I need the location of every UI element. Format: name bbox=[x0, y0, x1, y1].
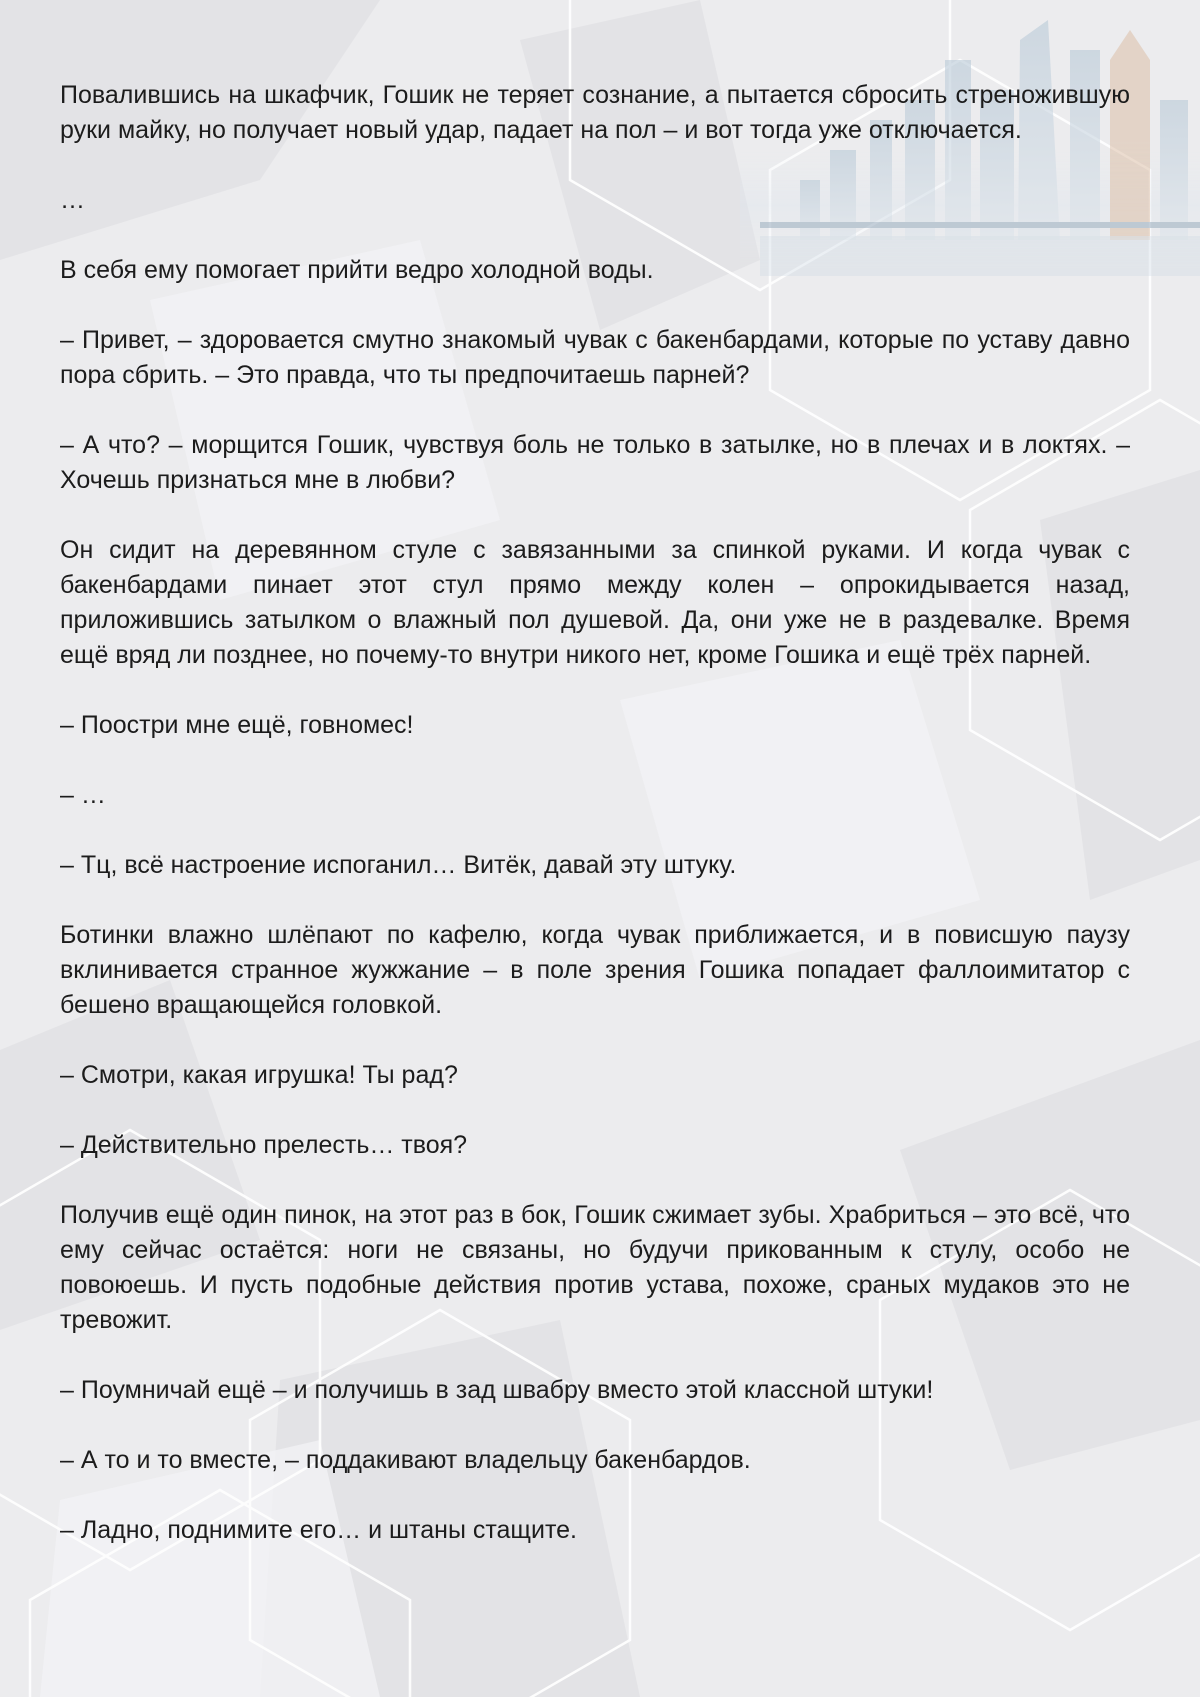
paragraph-8: – … bbox=[60, 781, 106, 809]
paragraph-6: Он сидит на деревянном стуле с завязанными за спинкой руками. И когда чувак с бакенбардами пинает этот стул прямо между колен – опрокидывается назад, приложившись затылком о влажный пол душевой. Да, они уже не в раздевалке. Время ещё вряд ли позднее, но почему-то внутри никого нет, кроме Гошика и ещё трёх парней. bbox=[60, 536, 1130, 669]
paragraph-5: – А что? – морщится Гошик, чувствуя боль не только в затылке, но в плечах и в локтях. – Хочешь признаться мне в любви? bbox=[60, 431, 1130, 494]
paragraph-1: Повалившись на шкафчик, Гошик не теряет сознание, а пытается сбросить стреножившую руки майку, но получает новый удар, падает на пол – и вот тогда уже отключается. bbox=[60, 81, 1130, 144]
paragraph-11: – Смотри, какая игрушка! Ты рад? bbox=[60, 1061, 458, 1089]
paragraph-3: В себя ему помогает прийти ведро холодной воды. bbox=[60, 256, 654, 284]
paragraph-9: – Тц, всё настроение испоганил… Витёк, давай эту штуку. bbox=[60, 851, 737, 879]
paragraph-13: Получив ещё один пинок, на этот раз в бок, Гошик сжимает зубы. Храбриться – это всё, что ему сейчас остаётся: ноги не связаны, но будучи прикованным к стулу, особо не повоюешь. И пусть подобные действия против устава, похоже, сраных мудаков это не тревожит. bbox=[60, 1201, 1130, 1334]
paragraph-14: – Поумничай ещё – и получишь в зад швабру вместо этой классной штуки! bbox=[60, 1376, 934, 1404]
paragraph-10: Ботинки влажно шлёпают по кафелю, когда чувак приближается, и в повисшую паузу вклинивается странное жужжание – в поле зрения Гошика попадает фаллоимитатор с бешено вращающейся головкой. bbox=[60, 921, 1130, 1019]
paragraph-12: – Действительно прелесть… твоя? bbox=[60, 1131, 468, 1159]
paragraph-15: – А то и то вместе, – поддакивают владельцу бакенбардов. bbox=[60, 1446, 751, 1474]
paragraph-4: – Привет, – здоровается смутно знакомый чувак с бакенбардами, которые по уставу давно пора сбрить. – Это правда, что ты предпочитаешь парней? bbox=[60, 326, 1130, 389]
paragraph-16: – Ладно, поднимите его… и штаны стащите. bbox=[60, 1516, 577, 1544]
document-page bbox=[60, 78, 1130, 1583]
paragraph-2: … bbox=[60, 186, 85, 214]
paragraph-7: – Поостри мне ещё, говномес! bbox=[60, 711, 414, 739]
